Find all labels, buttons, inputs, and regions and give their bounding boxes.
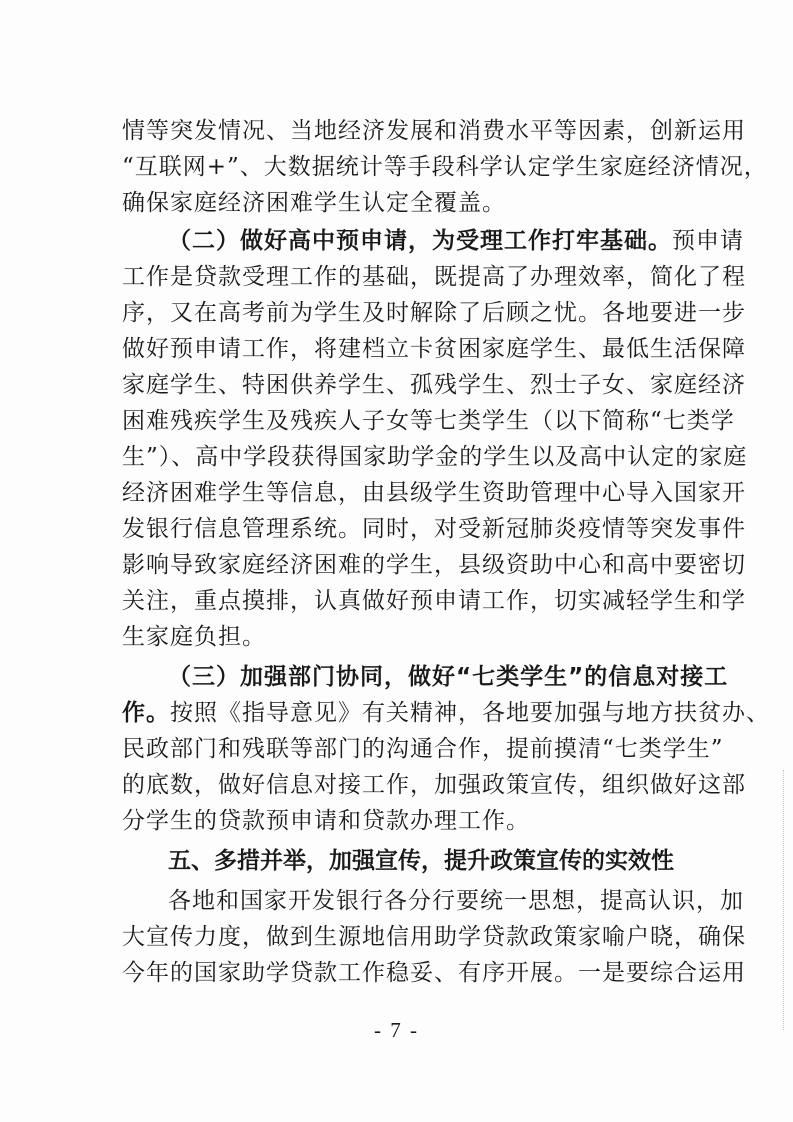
paragraph-line-13: 影响导致家庭经济困难的学生，县级资助中心和高中要密切 <box>122 552 746 578</box>
paragraph-line-23: 大宣传力度，做到生源地信用助学贷款政策家喻户晓，确保 <box>122 924 746 950</box>
paragraph-line-18: 民政部门和残联等部门的沟通合作，提前摸清“七类学生” <box>122 736 724 762</box>
paragraph-line-19: 的底数，做好信息对接工作，加强政策宣传，组织做好这部 <box>122 772 746 798</box>
paragraph-line-24: 今年的国家助学贷款工作稳妥、有序开展。一是要综合运用 <box>122 960 746 986</box>
paragraph-line-11: 经济困难学生等信息，由县级学生资助管理中心导入国家开 <box>122 480 746 506</box>
section-2-title-line: （二）做好高中预申请，为受理工作打牢基础。预申请 <box>168 228 744 254</box>
paragraph-line-12: 发银行信息管理系统。同时，对受新冠肺炎疫情等突发事件 <box>122 516 746 542</box>
paragraph-line-8: 家庭学生、特困供养学生、孤残学生、烈士子女、家庭经济 <box>122 372 746 398</box>
paragraph-line-22: 各地和国家开发银行各分行要统一思想，提高认识，加 <box>168 888 744 914</box>
section-2-heading: （二）做好高中预申请，为受理工作打牢基础。 <box>168 228 672 254</box>
paragraph-line-10: 生”）、高中学段获得国家助学金的学生以及高中认定的家庭 <box>122 444 748 470</box>
section-5-heading-line <box>168 846 682 876</box>
paragraph-line-15: 生家庭负担。 <box>122 624 266 650</box>
paragraph-line-5: 工作是贷款受理工作的基础，既提高了办理效率，简化了程 <box>122 264 746 290</box>
scan-margin-mark <box>783 770 785 1030</box>
section-3-heading-end: 作。 <box>122 700 170 726</box>
paragraph-line-20: 分学生的贷款预申请和贷款办理工作。 <box>122 808 530 834</box>
page-number: - 7 - <box>374 1018 419 1042</box>
paragraph-line-6: 序，又在高考前为学生及时解除了后顾之忧。各地要进一步 <box>122 300 746 326</box>
section-5-heading: 五、多措并举，加强宣传，提升政策宣传的实效性 <box>168 848 674 874</box>
section-3-heading: （三）加强部门协同，做好“七类学生”的信息对接工 <box>168 664 729 690</box>
paragraph-line-3: 确保家庭经济困难学生认定全覆盖。 <box>122 190 506 216</box>
paragraph-line-7: 做好预申请工作，将建档立卡贫困家庭学生、最低生活保障 <box>122 336 746 362</box>
paragraph-line-17: 作。按照《指导意见》有关精神，各地要加强与地方扶贫办、 <box>122 700 770 726</box>
paragraph-line-14: 关注，重点摸排，认真做好预申请工作，切实减轻学生和学 <box>122 588 746 614</box>
paragraph-line-1: 情等突发情况、当地经济发展和消费水平等因素，创新运用 <box>122 118 746 144</box>
paragraph-line-9: 困难残疾学生及残疾人子女等七类学生（以下简称“七类学 <box>122 408 735 434</box>
section-3-title-line <box>168 662 729 692</box>
paragraph-line-2: “互联网+”、大数据统计等手段科学认定学生家庭经济情况， <box>122 154 768 180</box>
